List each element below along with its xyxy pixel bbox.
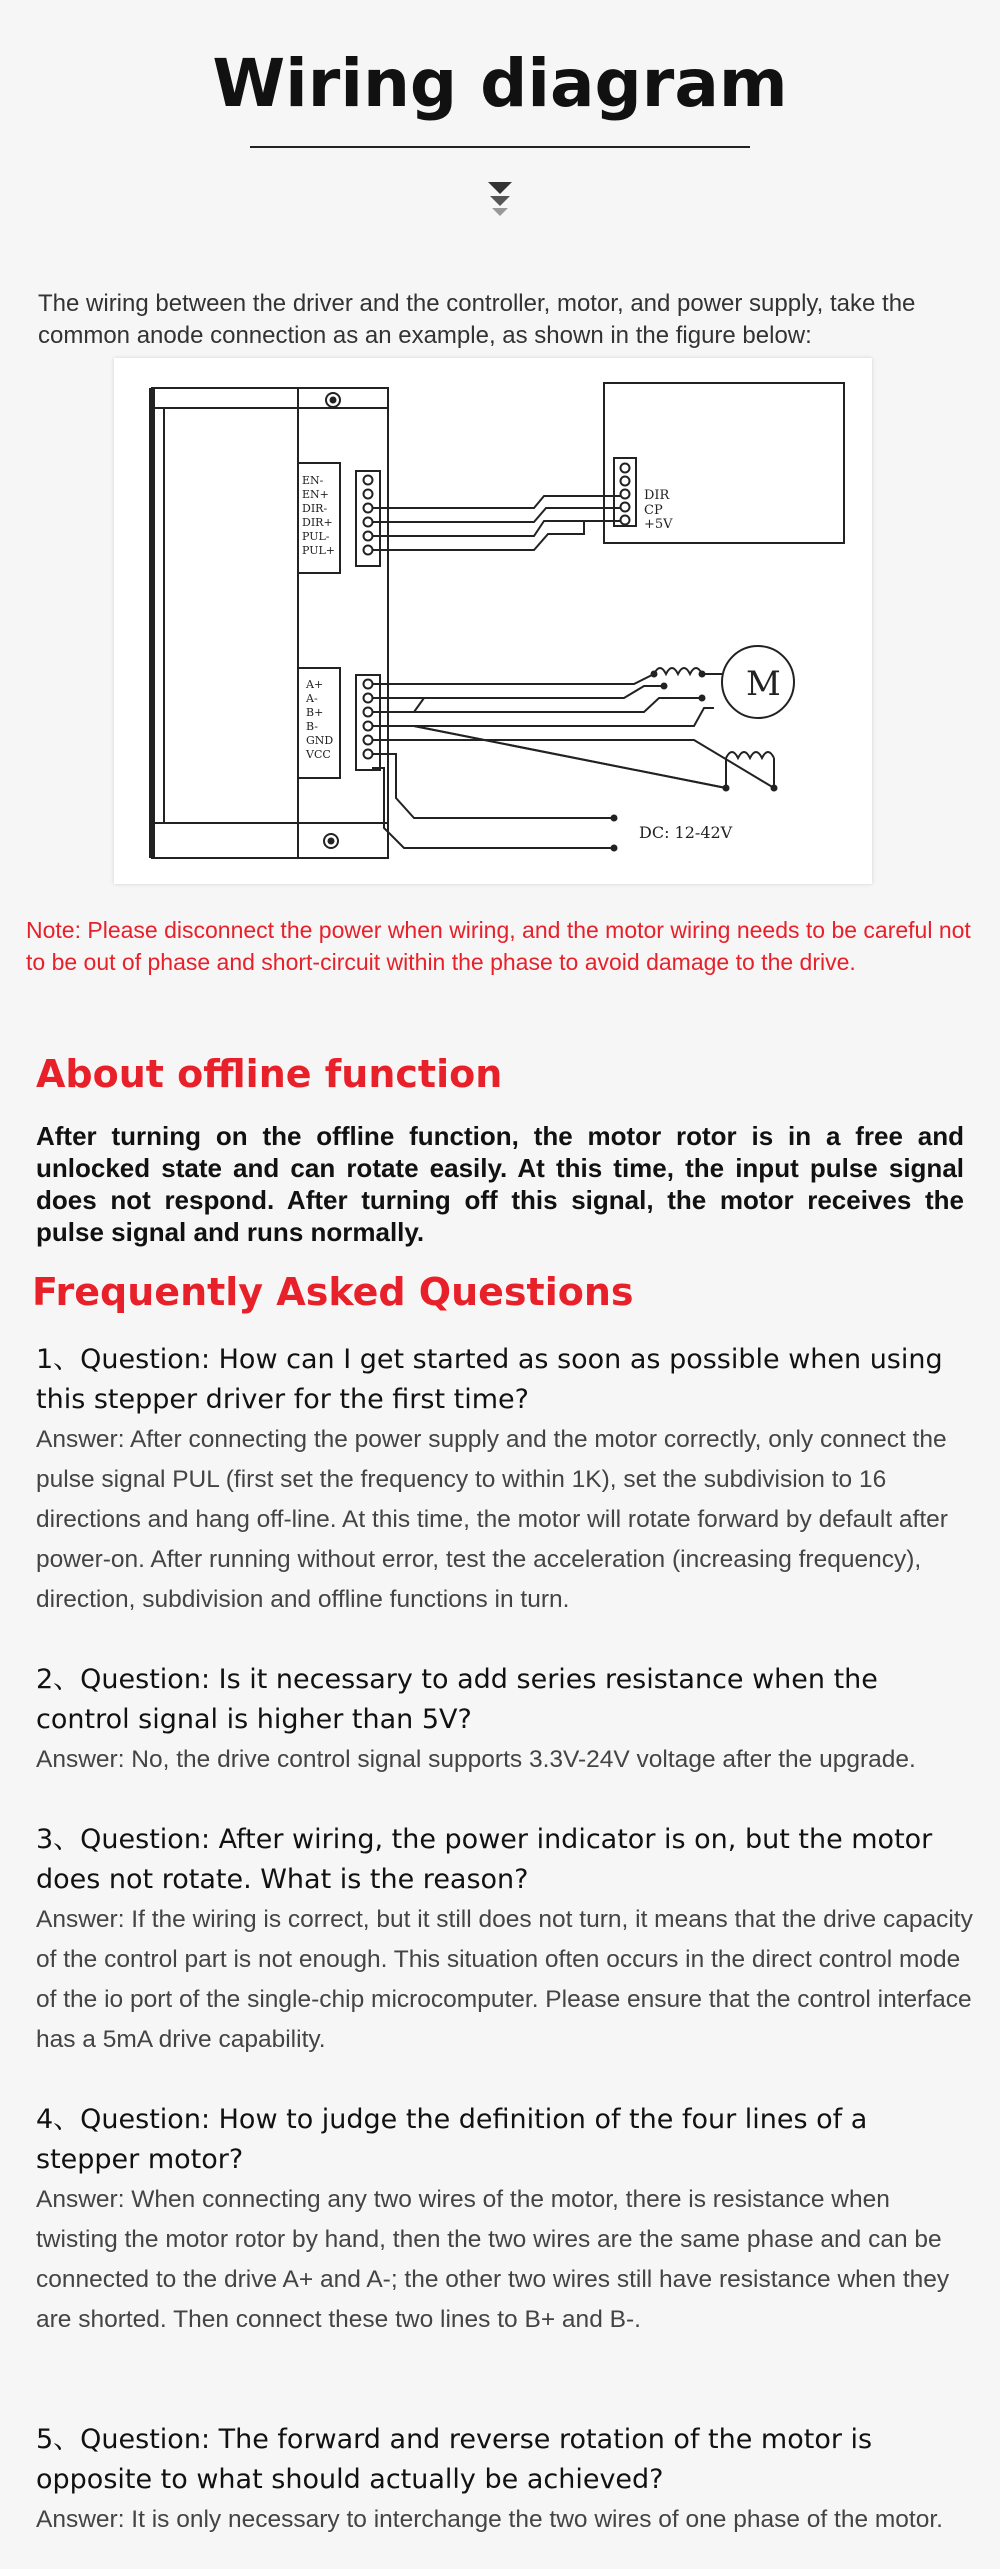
motor-coil-a — [654, 668, 722, 674]
label-b-minus: B- — [306, 720, 319, 733]
chevron-down-icon — [484, 178, 516, 226]
faq-item-1 — [36, 1340, 976, 1620]
signal-wires — [372, 496, 621, 550]
driver-body — [152, 388, 388, 858]
faq-question: 5、Question: The forward and reverse rotation of the motor is opposite to what should actually be achieved? — [36, 2424, 873, 2495]
intro-text: The wiring between the driver and the controller, motor, and power supply, take the common anode connection as an example, as shown in the figure below: — [38, 290, 916, 349]
label-ctrl-5v: +5V — [644, 517, 673, 532]
label-vcc: VCC — [306, 748, 331, 761]
faq-item-4 — [36, 2100, 976, 2340]
label-gnd: GND — [306, 734, 334, 747]
faq-heading: Frequently Asked Questions — [32, 1270, 634, 1314]
label-en-plus: EN+ — [302, 488, 329, 501]
label-a-plus: A+ — [306, 678, 324, 691]
faq-answer: Answer: It is only necessary to interchange the two wires of one phase of the motor. — [36, 2506, 943, 2533]
wiring-diagram — [114, 358, 872, 884]
driver-motor-labels — [305, 678, 333, 761]
wiring-diagram-svg — [114, 358, 872, 884]
faq-answer: Answer: If the wiring is correct, but it still does not turn, it means that the drive capacity of the control part is not enough. This situation often occurs in the direct control mode of the io port of the single-chip microcomputer. Please ensure that the control interface has a 5mA drive capability. — [36, 1906, 973, 2053]
faq-item-5 — [36, 2420, 976, 2540]
driver-motor-terminal — [356, 675, 380, 770]
offline-heading: About offline function — [36, 1052, 503, 1096]
label-a-minus: A- — [306, 692, 318, 705]
label-ctrl-dir: DIR — [644, 488, 670, 503]
label-pul-plus: PUL+ — [302, 544, 335, 557]
faq-answer: Answer: When connecting any two wires of the motor, there is resistance when twisting the motor rotor by hand, then the two wires are the same phase and can be connected to the drive A+ and A-; the other two wires still have resistance when they are shorted. Then connect these two lines to B+ and B-. — [36, 2186, 950, 2333]
title-underline — [250, 146, 750, 148]
power-junctions — [611, 815, 618, 852]
faq-answer: Answer: No, the drive control signal supports 3.3V-24V voltage after the upgrade. — [36, 1746, 916, 1773]
faq-answer: Answer: After connecting the power supply and the motor correctly, only connect the pulse signal PUL (first set the frequency to within 1K), set the subdivision to 16 directions and hang off-line. At this time, the motor will rotate forward by default after power-on. After running without error, test the acceleration (increasing frequency), direction, subdivision and offline functions in turn. — [36, 1426, 948, 1613]
faq-question: 2、Question: Is it necessary to add series resistance when the control signal is higher than 5V? — [36, 1664, 878, 1735]
faq-question: 3、Question: After wiring, the power indicator is on, but the motor does not rotate. What is the reason? — [36, 1824, 933, 1895]
offline-body: After turning on the offline function, the motor rotor is in a free and unlocked state and can rotate easily. At this time, the input pulse signal does not respond. After turning off this signal, the motor receives the pulse signal and runs normally. — [36, 1121, 964, 1247]
label-en-minus: EN- — [302, 474, 324, 487]
motor-label: M — [746, 664, 781, 704]
motor-wires — [372, 674, 774, 788]
power-wires — [372, 754, 614, 848]
page-title: Wiring diagram — [212, 45, 788, 122]
label-b-plus: B+ — [306, 706, 324, 719]
faq-question: 1、Question: How can I get started as soon as possible when using this stepper driver for the first time? — [36, 1344, 943, 1415]
faq-item-3 — [36, 1820, 976, 2060]
label-pul-minus: PUL- — [302, 530, 330, 543]
label-ctrl-cp: CP — [644, 503, 663, 518]
power-supply-label: DC: 12-42V — [639, 823, 733, 842]
faq-item-2 — [36, 1660, 976, 1780]
driver-signal-labels — [302, 474, 335, 557]
label-dir-minus: DIR- — [302, 502, 328, 515]
faq-question: 4、Question: How to judge the definition of the four lines of a stepper motor? — [36, 2104, 868, 2175]
driver-screw-top — [326, 393, 340, 407]
caution-note: Note: Please disconnect the power when wiring, and the motor wiring needs to be careful not to be out of phase and short-circuit within the phase to avoid damage to the drive. — [26, 917, 971, 975]
driver-screw-bottom — [324, 834, 338, 848]
controller-labels — [644, 488, 673, 532]
controller-box — [604, 383, 844, 543]
driver-signal-terminal — [356, 471, 380, 566]
label-dir-plus: DIR+ — [302, 516, 333, 529]
